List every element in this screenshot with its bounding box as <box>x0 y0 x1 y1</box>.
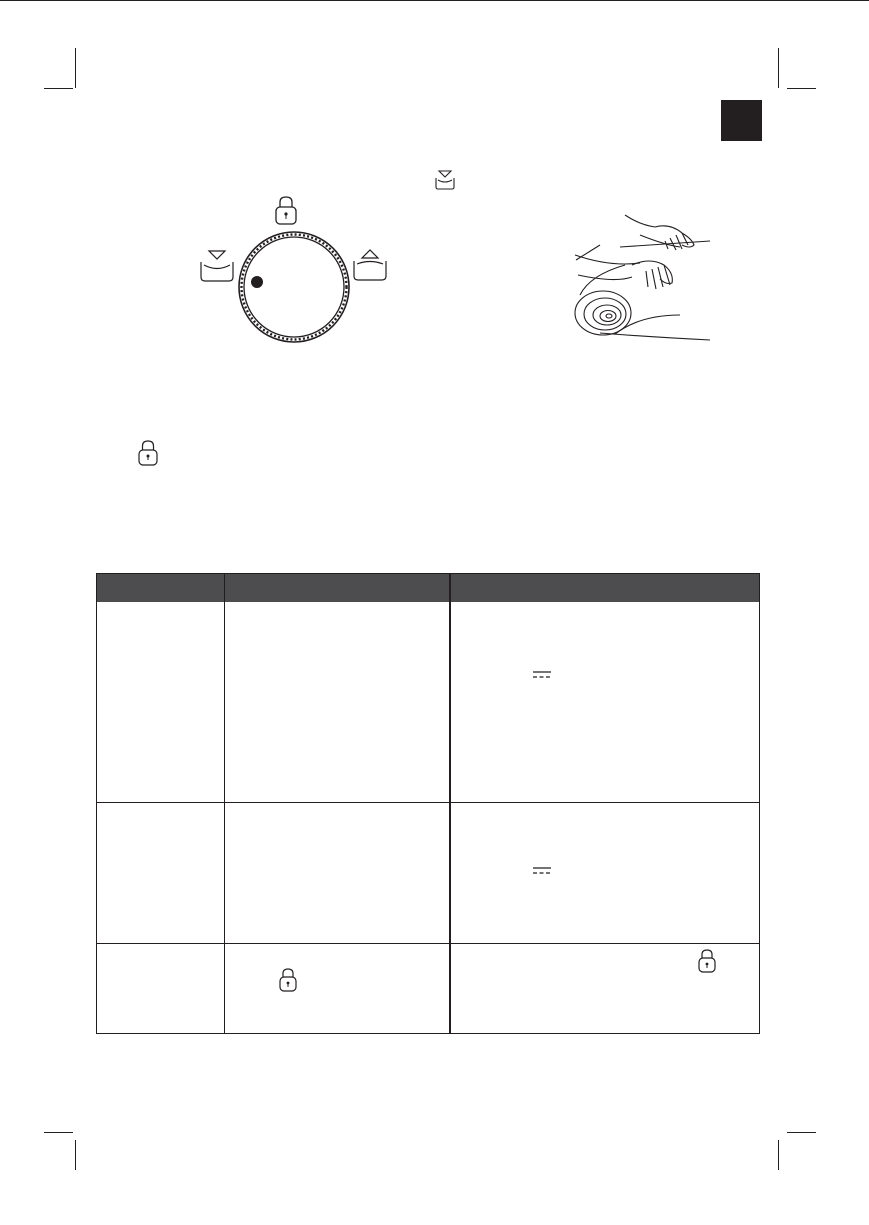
lock-icon <box>697 949 717 973</box>
crop-mark <box>778 1140 779 1170</box>
unload-tray-icon <box>434 170 456 190</box>
top-rule <box>0 0 869 1</box>
table-row <box>97 803 759 943</box>
lock-icon <box>276 197 296 224</box>
table-row <box>97 944 759 1033</box>
crop-mark <box>75 1140 76 1170</box>
load-tray-icon <box>354 250 386 280</box>
table-row <box>97 602 759 802</box>
troubleshooting-table <box>96 573 760 1034</box>
header-cause <box>224 574 450 602</box>
header-problem <box>97 574 224 602</box>
crop-mark <box>75 48 76 88</box>
dc-symbol-icon <box>533 867 551 875</box>
header-solution <box>450 574 759 602</box>
dc-symbol-icon <box>533 671 551 679</box>
dial-indicator-dot <box>251 276 263 288</box>
crop-mark <box>778 48 779 88</box>
control-dial-illustration <box>190 195 410 345</box>
lock-icon <box>278 968 298 992</box>
lock-icon <box>137 440 159 466</box>
crop-mark <box>787 88 816 89</box>
unload-tray-icon <box>201 251 233 281</box>
rolling-carpet-illustration <box>570 205 720 345</box>
table-header <box>97 574 759 602</box>
language-tab <box>721 100 762 141</box>
crop-mark <box>44 88 73 89</box>
crop-mark <box>787 1132 816 1133</box>
crop-mark <box>44 1132 73 1133</box>
